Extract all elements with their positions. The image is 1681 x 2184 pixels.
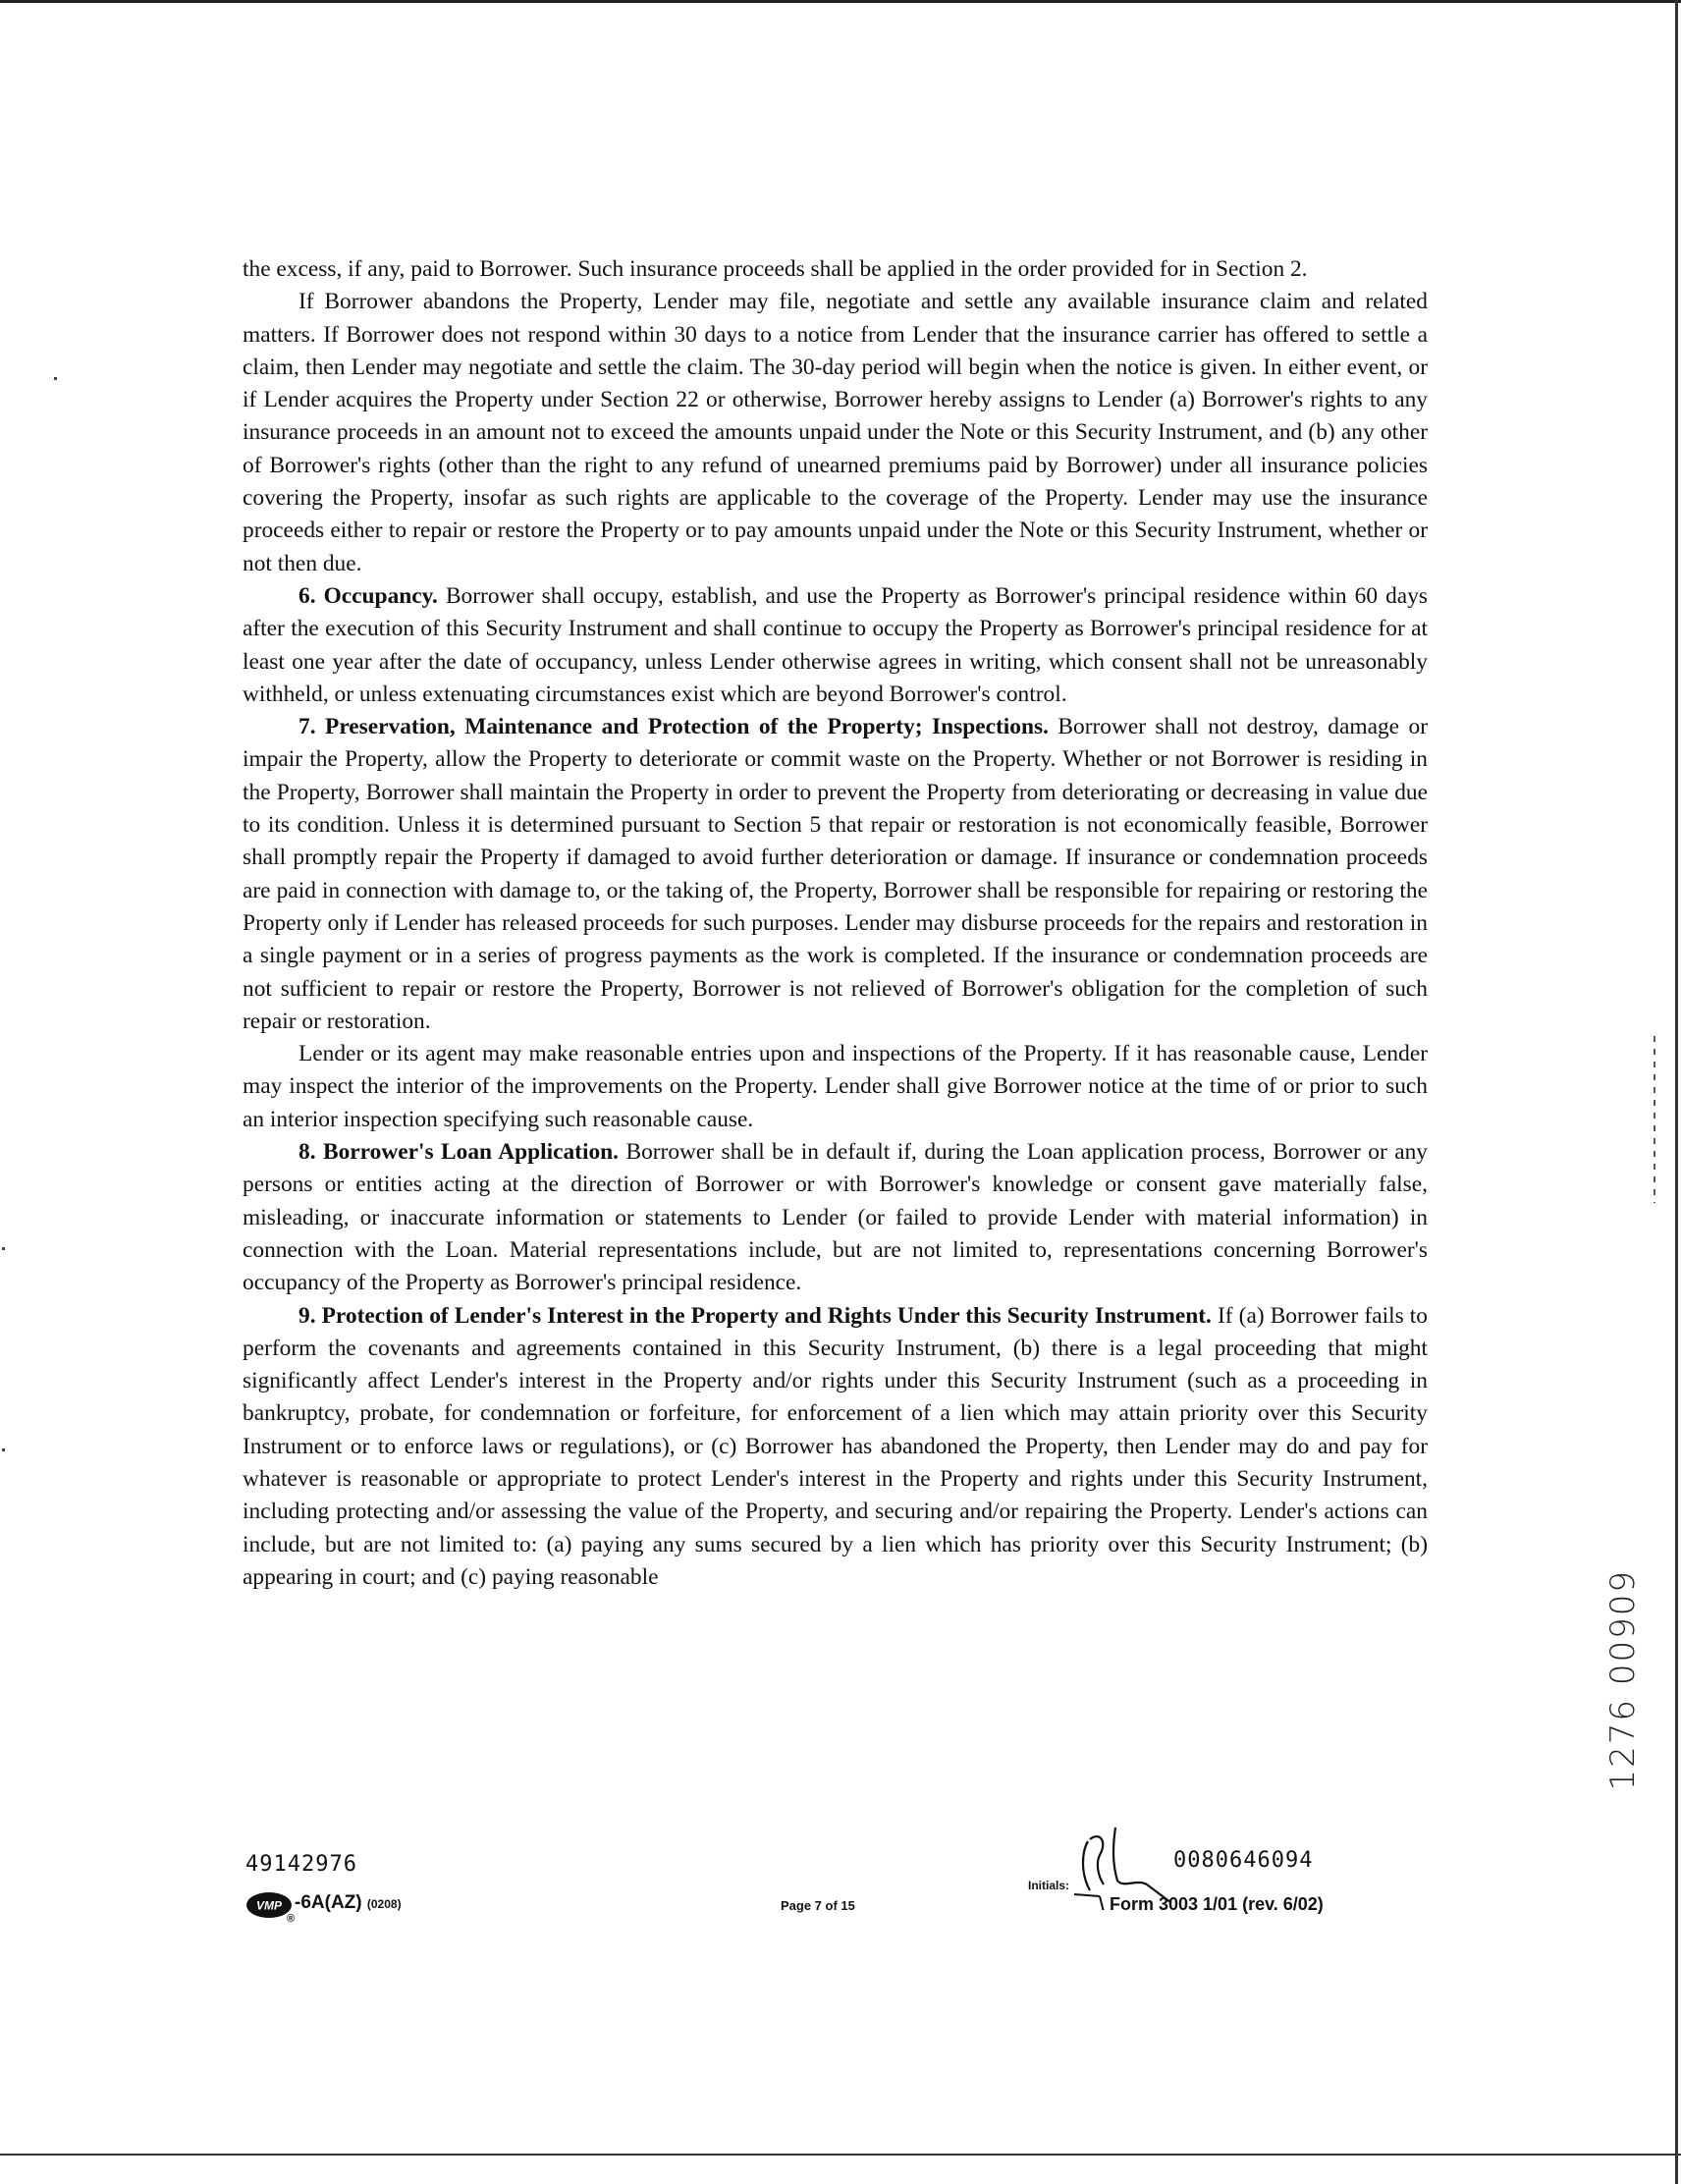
section-8-text: Borrower shall be in default if, during the Loan application process, Borrower or any persons or entities acting at the direction of Borrower or with Borrower's knowledge or consent gave materially false, misleading, or inaccurate information or statements to Lender (or failed to provide Lender with material information) in connection with the Loan. Material representations include, but are not limited to, representations concerning Borrower's occupancy of the Property as Borrower's principal residence.	[243, 1139, 1428, 1296]
paragraph-insurance-excess: the excess, if any, paid to Borrower. Such insurance proceeds shall be applied in the order provided for in Section 2.	[243, 256, 1308, 282]
section-8-loan-application	[243, 1136, 1428, 1299]
page-number: Page 7 of 15	[781, 1898, 855, 1913]
section-8-heading: 8. Borrower's Loan Application.	[298, 1139, 620, 1166]
section-9-protection	[243, 1300, 1428, 1595]
scan-speck	[2, 1247, 5, 1250]
section-7-heading: 7. Preservation, Maintenance and Protection of the Property; Inspections.	[298, 714, 1049, 740]
margin-recording-stamp: 1276 00909	[1603, 1569, 1643, 1791]
paragraph-abandonment: If Borrower abandons the Property, Lender may file, negotiate and settle any available insurance claim and related matters. If Borrower does not respond within 30 days to a notice from Lender that the insurance carrier has offered to settle a claim, then Lender may negotiate and settle the claim. The 30-day period will begin when the notice is given. In either event, or if Lender acquires the Property under Section 22 or otherwise, Borrower hereby assigns to Lender (a) Borrower's rights to any insurance proceeds in an amount not to exceed the amounts unpaid under the Note or this Security Instrument, and (b) any other of Borrower's rights (other than the right to any refund of unearned premiums paid by Borrower) under all insurance policies covering the Property, insofar as such rights are applicable to the coverage of the Property. Lender may use the insurance proceeds either to repair or restore the Property or to pay amounts unpaid under the Note or this Security Instrument, whether or not then due.	[243, 289, 1428, 576]
svg-text:VMP: VMP	[255, 1898, 283, 1913]
form-code-main: -6A(AZ)	[295, 1892, 362, 1913]
account-number: 0080646094	[1173, 1848, 1314, 1873]
scan-edge-right	[1675, 0, 1678, 2184]
scan-margin-dashes	[1654, 1036, 1655, 1203]
scan-speck	[54, 377, 57, 380]
section-7-preservation	[243, 711, 1428, 1038]
section-7-inspections: Lender or its agent may make reasonable entries upon and inspections of the Property. If it has reasonable cause, Lender may inspect the interior of the improvements on the Property. Lender shall give Borrower notice at the time of or prior to such an interior inspection specifying such reasonable cause.	[243, 1041, 1428, 1132]
logo-registered-mark: ®	[287, 1913, 296, 1925]
section-9-heading: 9. Protection of Lender's Interest in the Property and Rights Under this Security Instrument.	[298, 1302, 1212, 1329]
loan-number: 49142976	[245, 1852, 357, 1877]
section-6-occupancy	[243, 580, 1428, 711]
section-6-text: Borrower shall occupy, establish, and use the Property as Borrower's principal residence within 60 days after the execution of this Security Instrument and shall continue to occupy the Property as Borrower's principal residence for at least one year after the date of occupancy, unless Lender otherwise agrees in writing, which consent shall not be unreasonably withheld, or unless extenuating circumstances exist which are beyond Borrower's control.	[243, 582, 1428, 707]
document-body	[243, 253, 1428, 1594]
section-6-heading: 6. Occupancy.	[298, 582, 438, 609]
form-code-date: (0208)	[366, 1897, 402, 1911]
form-identifier: Form 3003 1/01 (rev. 6/02)	[1110, 1894, 1324, 1914]
scan-edge-bottom	[0, 2154, 1681, 2156]
scan-edge-top	[0, 0, 1681, 3]
initials-label: Initials:	[1028, 1879, 1070, 1892]
section-9-text: If (a) Borrower fails to perform the covenants and agreements contained in this Security Instrument, (b) there is a legal proceeding that might significantly affect Lender's interest in the Property and/or rights under this Security Instrument (such as a proceeding in bankruptcy, probate, for condemnation or forfeiture, for enforcement of a lien which may attain priority over this Security Instrument or to enforce laws or regulations), or (c) Borrower has abandoned the Property, then Lender may do and pay for whatever is reasonable or appropriate to protect Lender's interest in the Property and rights under this Security Instrument, including protecting and/or assessing the value of the Property, and securing and/or repairing the Property. Lender's actions can include, but are not limited to: (a) paying any sums secured by a lien which has priority over this Security Instrument; (b) appearing in court; and (c) paying reasonable	[243, 1302, 1428, 1590]
scan-speck	[2, 1448, 5, 1451]
section-7-text: Borrower shall not destroy, damage or impair the Property, allow the Property to deteriorate or commit waste on the Property. Whether or not Borrower is residing in the Property, Borrower shall maintain the Property in order to prevent the Property from deteriorating or decreasing in value due to its condition. Unless it is determined pursuant to Section 5 that repair or restoration is not economically feasible, Borrower shall promptly repair the Property if damaged to avoid further deterioration or damage. If insurance or condemnation proceeds are paid in connection with damage to, or the taking of, the Property, Borrower shall be responsible for repairing or restoring the Property only if Lender has released proceeds for such purposes. Lender may disburse proceeds for the repairs and restoration in a single payment or in a series of progress payments as the work is completed. If the insurance or condemnation proceeds are not sufficient to repair or restore the Property, Borrower is not relieved of Borrower's obligation for the completion of such repair or restoration.	[243, 714, 1429, 1034]
form-code	[295, 1892, 402, 1914]
